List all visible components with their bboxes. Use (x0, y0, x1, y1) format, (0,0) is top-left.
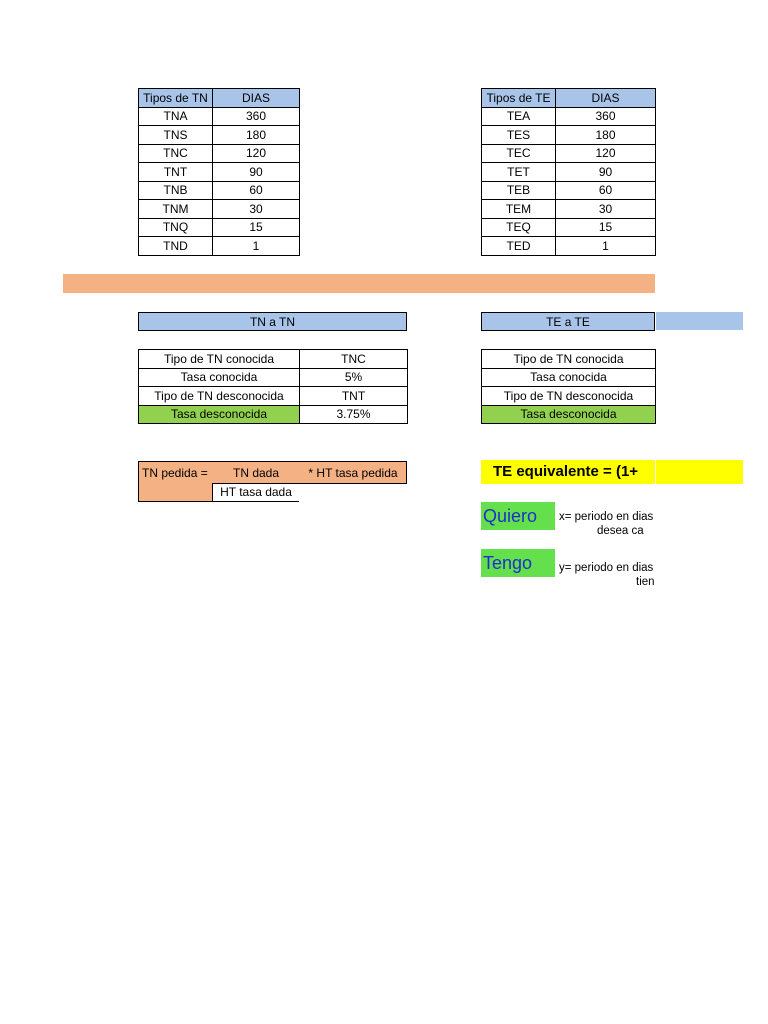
tengo-note-line1: y= periodo en dias (559, 562, 654, 574)
section-divider-bar (63, 274, 655, 293)
te-formula-text: TE equivalente = (1+ (493, 463, 639, 480)
table-cell: TNQ (139, 218, 213, 237)
table-cell: 1 (213, 237, 300, 256)
quiero-label: Quiero (481, 502, 555, 530)
known-rate-label: Tasa conocida (139, 368, 300, 387)
table-row (139, 144, 300, 163)
table-cell: TNA (139, 107, 213, 126)
tn-formula-multiplier: * HT tasa pedida (308, 466, 398, 480)
table-header-cell: Tipos de TN (139, 89, 213, 108)
tengo-note-line2: tien (636, 576, 655, 588)
unknown-type-label: Tipo de TN desconocida (482, 387, 656, 406)
table-row (482, 181, 656, 200)
te-conversion-table (481, 349, 656, 424)
te-section-title: TE a TE (481, 312, 655, 331)
table-cell: TEA (482, 107, 556, 126)
te-days-table (481, 88, 656, 256)
tn-section-title: TN a TN (138, 312, 407, 331)
te-formula (481, 460, 655, 484)
table-cell: 180 (213, 126, 300, 145)
table-row (139, 387, 408, 406)
tn-formula (138, 461, 407, 502)
te-formula-overflow (656, 460, 743, 484)
table-cell: TNT (139, 163, 213, 182)
fraction-line (213, 483, 299, 484)
quiero-note (559, 510, 655, 546)
table-row (482, 405, 656, 424)
known-type-label: Tipo de TN conocida (139, 350, 300, 369)
unknown-type-value[interactable]: TNT (300, 387, 408, 406)
table-row (482, 237, 656, 256)
table-row (139, 107, 300, 126)
table-row (139, 350, 408, 369)
table-cell: 180 (556, 126, 656, 145)
table-row (482, 218, 656, 237)
table-row (482, 107, 656, 126)
table-cell: TNS (139, 126, 213, 145)
tengo-note (559, 561, 655, 597)
tn-formula-denominator: HT tasa dada (220, 485, 292, 499)
table-cell: TEQ (482, 218, 556, 237)
table-cell: 120 (213, 144, 300, 163)
table-header-cell: DIAS (213, 89, 300, 108)
table-row (139, 237, 300, 256)
table-cell: TET (482, 163, 556, 182)
table-header-cell: DIAS (556, 89, 656, 108)
table-cell: TES (482, 126, 556, 145)
tn-formula-lhs: TN pedida = (142, 466, 208, 480)
table-row (482, 368, 656, 387)
table-row (139, 200, 300, 219)
table-header-row (482, 89, 656, 108)
tn-formula-left (138, 483, 213, 502)
table-cell: 120 (556, 144, 656, 163)
table-cell: TNM (139, 200, 213, 219)
table-cell: 30 (556, 200, 656, 219)
table-cell: 90 (213, 163, 300, 182)
unknown-type-label: Tipo de TN desconocida (139, 387, 300, 406)
known-rate-label: Tasa conocida (482, 368, 656, 387)
table-cell: 15 (556, 218, 656, 237)
table-row (482, 387, 656, 406)
table-header-row (139, 89, 300, 108)
tn-conversion-table (138, 349, 408, 424)
table-cell: TEM (482, 200, 556, 219)
table-row (139, 181, 300, 200)
table-row (482, 350, 656, 369)
table-row (139, 163, 300, 182)
table-cell: TED (482, 237, 556, 256)
table-cell: 60 (213, 181, 300, 200)
table-cell: 15 (213, 218, 300, 237)
table-row (482, 163, 656, 182)
table-cell: 30 (213, 200, 300, 219)
table-row (139, 368, 408, 387)
known-rate-value[interactable]: 5% (300, 368, 408, 387)
unknown-rate-label: Tasa desconocida (139, 405, 300, 424)
te-section-title-overflow (656, 312, 743, 330)
table-header-cell: Tipos de TE (482, 89, 556, 108)
table-cell: 360 (556, 107, 656, 126)
table-cell: TNB (139, 181, 213, 200)
table-cell: 90 (556, 163, 656, 182)
table-cell: TND (139, 237, 213, 256)
tengo-label: Tengo (481, 549, 555, 577)
table-cell: 1 (556, 237, 656, 256)
tn-formula-numerator: TN dada (232, 466, 280, 480)
unknown-rate-value: 3.75% (300, 405, 408, 424)
table-cell: 360 (213, 107, 300, 126)
table-cell: TNC (139, 144, 213, 163)
table-row (482, 200, 656, 219)
table-cell: 60 (556, 181, 656, 200)
fraction-bottom-line (213, 501, 299, 502)
table-row (482, 144, 656, 163)
unknown-rate-label: Tasa desconocida (482, 405, 656, 424)
known-type-value[interactable]: TNC (300, 350, 408, 369)
table-cell: TEC (482, 144, 556, 163)
tn-days-table (138, 88, 300, 256)
table-row (482, 126, 656, 145)
table-row (139, 126, 300, 145)
table-cell: TEB (482, 181, 556, 200)
known-type-label: Tipo de TN conocida (482, 350, 656, 369)
table-row (139, 405, 408, 424)
table-row (139, 218, 300, 237)
quiero-note-line1: x= periodo en dias (559, 511, 654, 523)
quiero-note-line2: desea ca (597, 525, 644, 537)
